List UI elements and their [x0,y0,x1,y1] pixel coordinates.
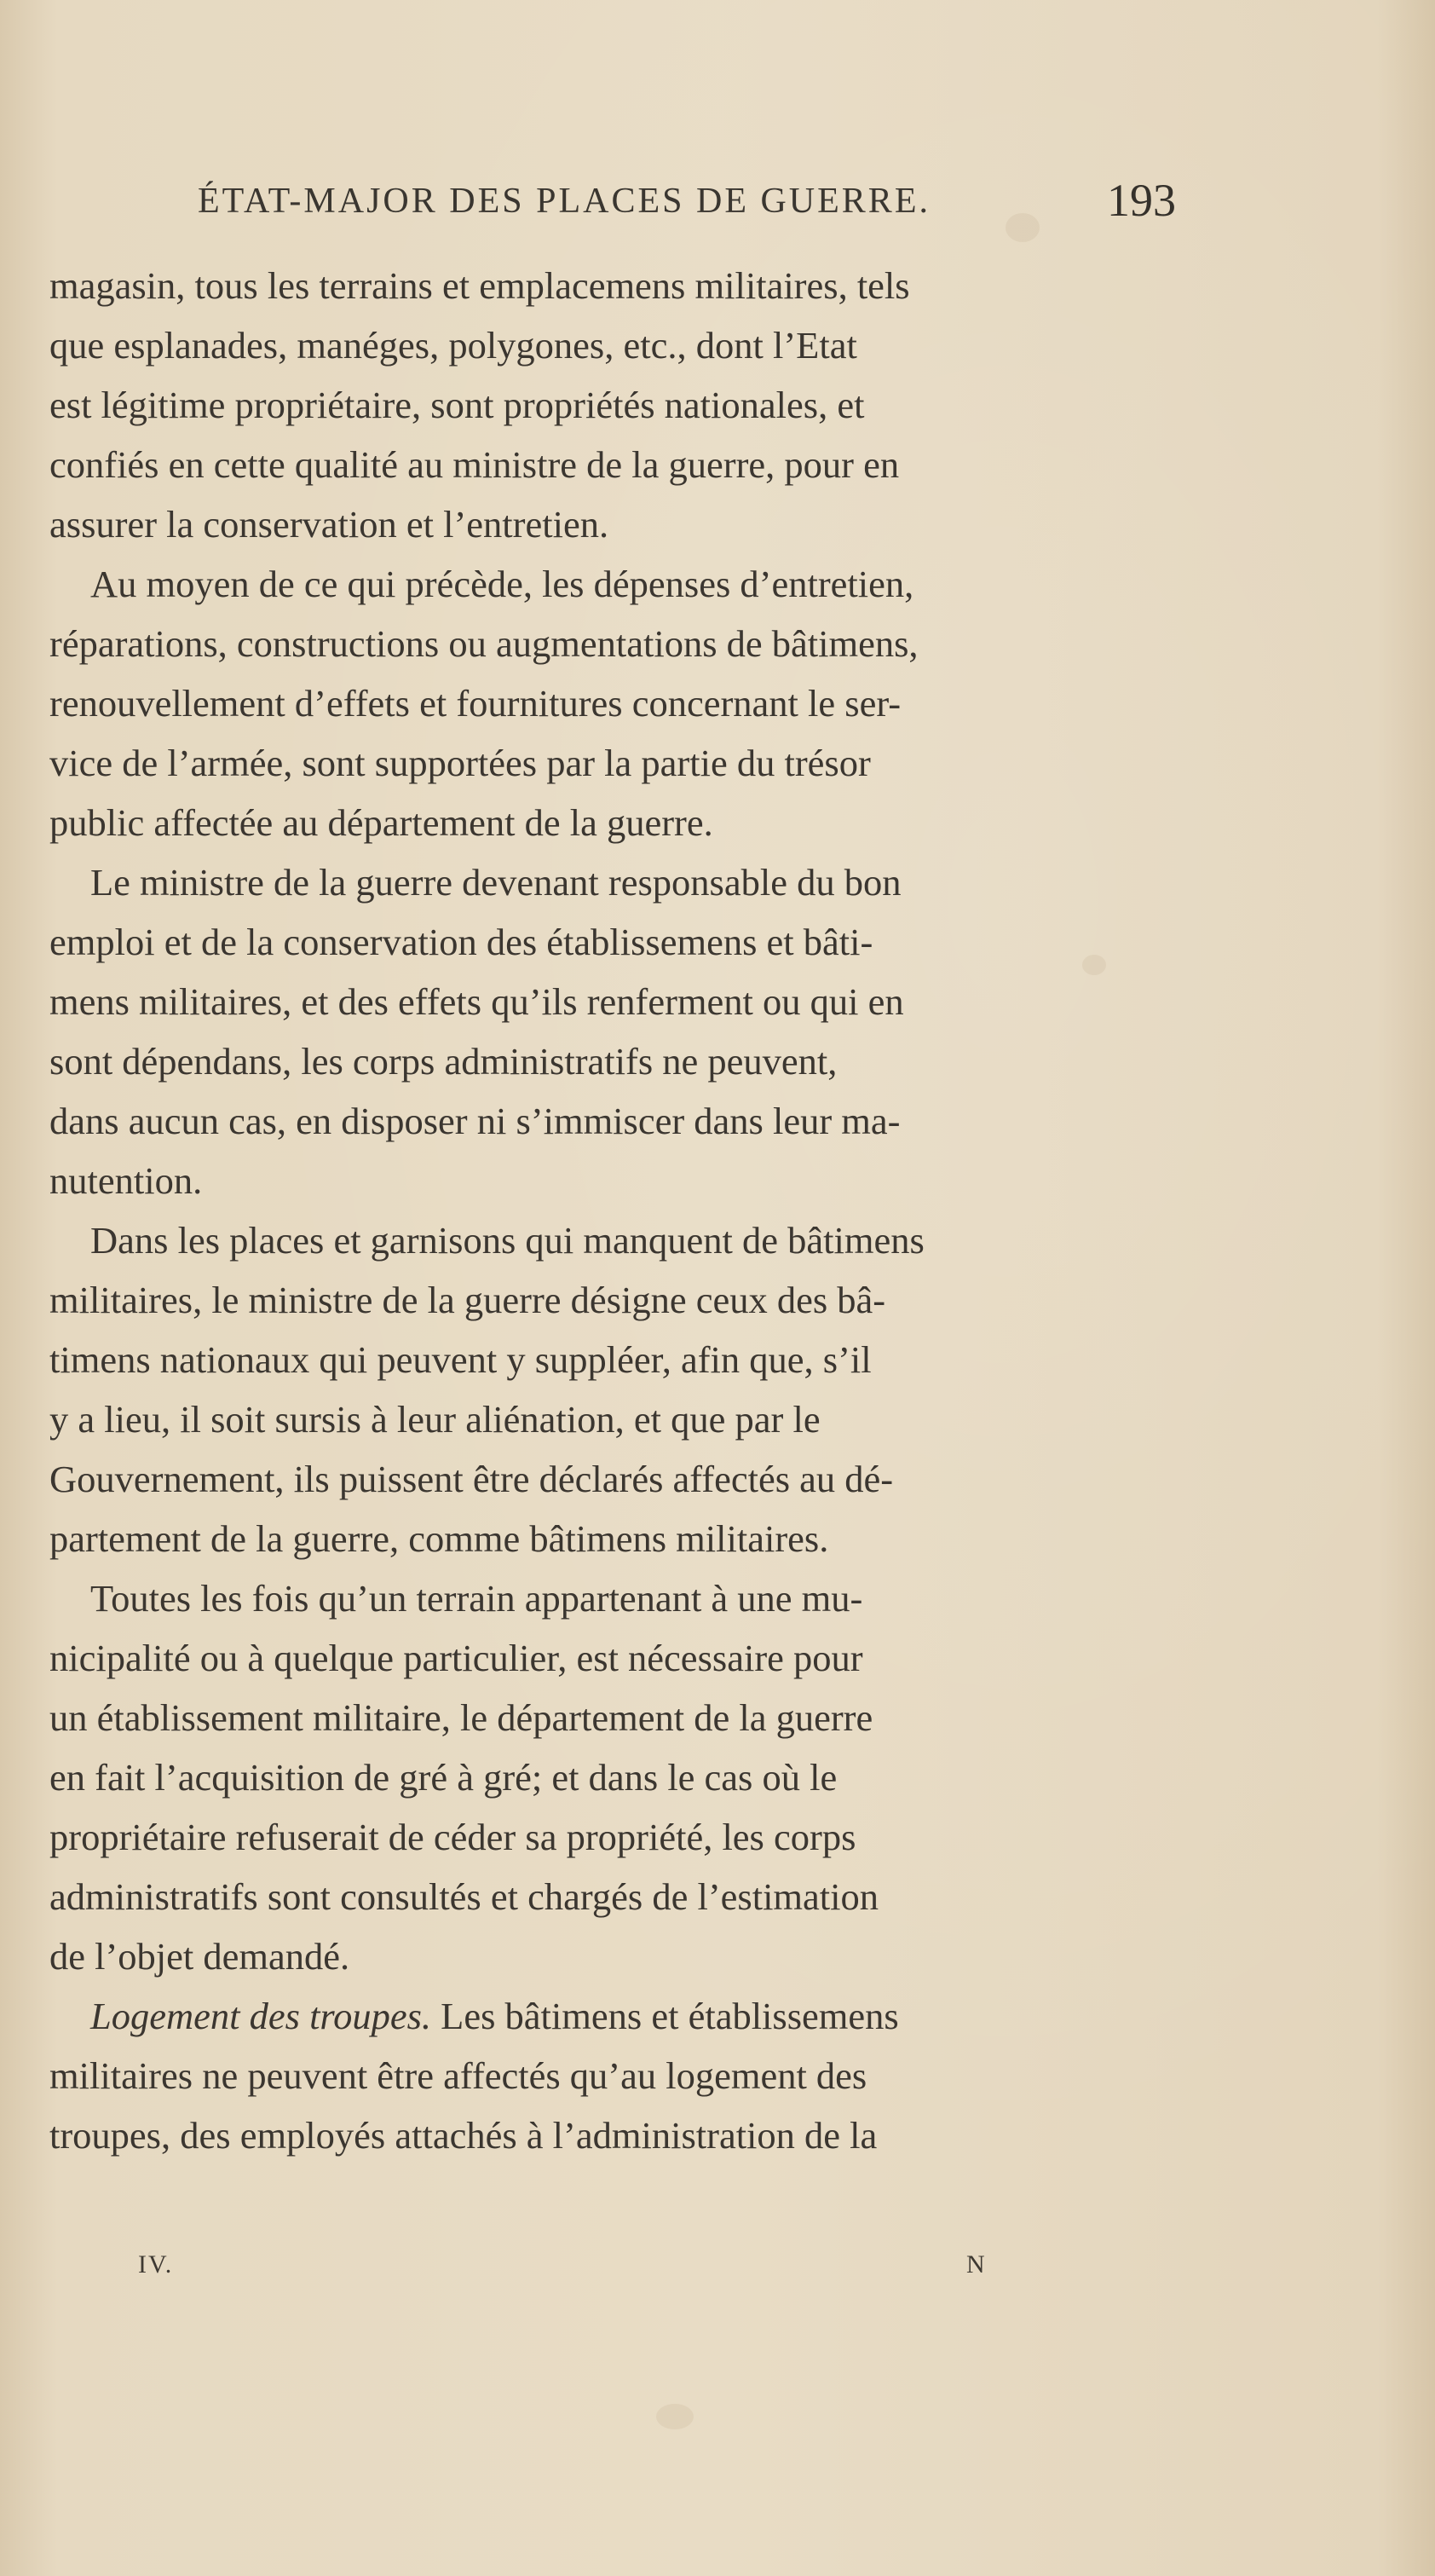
text-line: y a lieu, il soit sursis à leur aliénation, et que par le [49,1398,821,1441]
text-line: assurer la conservation et l’entretien. [49,503,609,546]
paragraph [49,554,1157,852]
paragraph [49,1568,1157,1986]
text-line: public affectée au département de la guerre. [49,801,713,844]
text-line: un établissement militaire, le département de la guerre [49,1696,873,1739]
text-line: dans aucun cas, en disposer ni s’immiscer dans leur ma- [49,1100,901,1142]
paper-stain [656,2404,694,2429]
page-number: 193 [1107,175,1176,226]
text-line: Dans les places et garnisons qui manquent de bâtimens [90,1219,925,1262]
text-line: en fait l’acquisition de gré à gré; et dans le cas où le [49,1756,838,1799]
paragraph [49,256,1157,554]
text-line: Toutes les fois qu’un terrain appartenant à une mu- [90,1577,863,1620]
text-line: militaires, le ministre de la guerre désigne ceux des bâ- [49,1279,886,1321]
text-line: troupes, des employés attachés à l’administration de la [49,2114,878,2157]
text-line: magasin, tous les terrains et emplacemens militaires, tels [49,264,910,307]
text-line: Au moyen de ce qui précède, les dépenses d’entretien, [90,563,914,605]
text-line: nutention. [49,1159,203,1202]
signature-mark-gathering: N [966,2250,985,2279]
signature-mark-volume: IV. [138,2250,174,2279]
text-line: que esplanades, manéges, polygones, etc., dont l’Etat [49,324,857,367]
text-line: administratifs sont consultés et chargés de l’estimation [49,1875,879,1918]
text-line: vice de l’armée, sont supportées par la partie du trésor [49,742,871,784]
paragraph [49,1210,1157,1568]
text-line: est légitime propriétaire, sont propriétés nationales, et [49,384,865,426]
text-line: partement de la guerre, comme bâtimens militaires. [49,1517,829,1560]
page-footer [0,2250,1435,2293]
text-line: Le ministre de la guerre devenant responsable du bon [90,861,902,904]
paragraph [49,1986,1157,2165]
paragraph [49,852,1157,1210]
heading-continuation: Les bâtimens et établissemens [431,1995,899,2037]
text-line: réparations, constructions ou augmentations de bâtimens, [49,622,919,665]
page-header [198,175,1176,240]
text-line: Gouvernement, ils puissent être déclarés affectés au dé- [49,1458,894,1500]
text-line: confiés en cette qualité au ministre de la guerre, pour en [49,443,900,486]
text-line: propriétaire refuserait de céder sa propriété, les corps [49,1816,856,1858]
text-line [49,1986,1157,2046]
text-line: renouvellement d’effets et fournitures concernant le ser- [49,682,902,725]
text-line: emploi et de la conservation des établissemens et bâti- [49,921,873,963]
text-line: militaires ne peuvent être affectés qu’au logement des [49,2054,867,2097]
text-line: sont dépendans, les corps administratifs ne peuvent, [49,1040,838,1083]
text-line: nicipalité ou à quelque particulier, est nécessaire pour [49,1637,863,1679]
text-line: mens militaires, et des effets qu’ils renferment ou qui en [49,980,904,1023]
section-heading: Logement des troupes. [90,1995,432,2037]
text-line: de l’objet demandé. [49,1935,350,1978]
body-text [49,256,1157,2165]
text-line: timens nationaux qui peuvent y suppléer, afin que, s’il [49,1338,872,1381]
running-head: ÉTAT-MAJOR DES PLACES DE GUERRE. [198,182,931,221]
